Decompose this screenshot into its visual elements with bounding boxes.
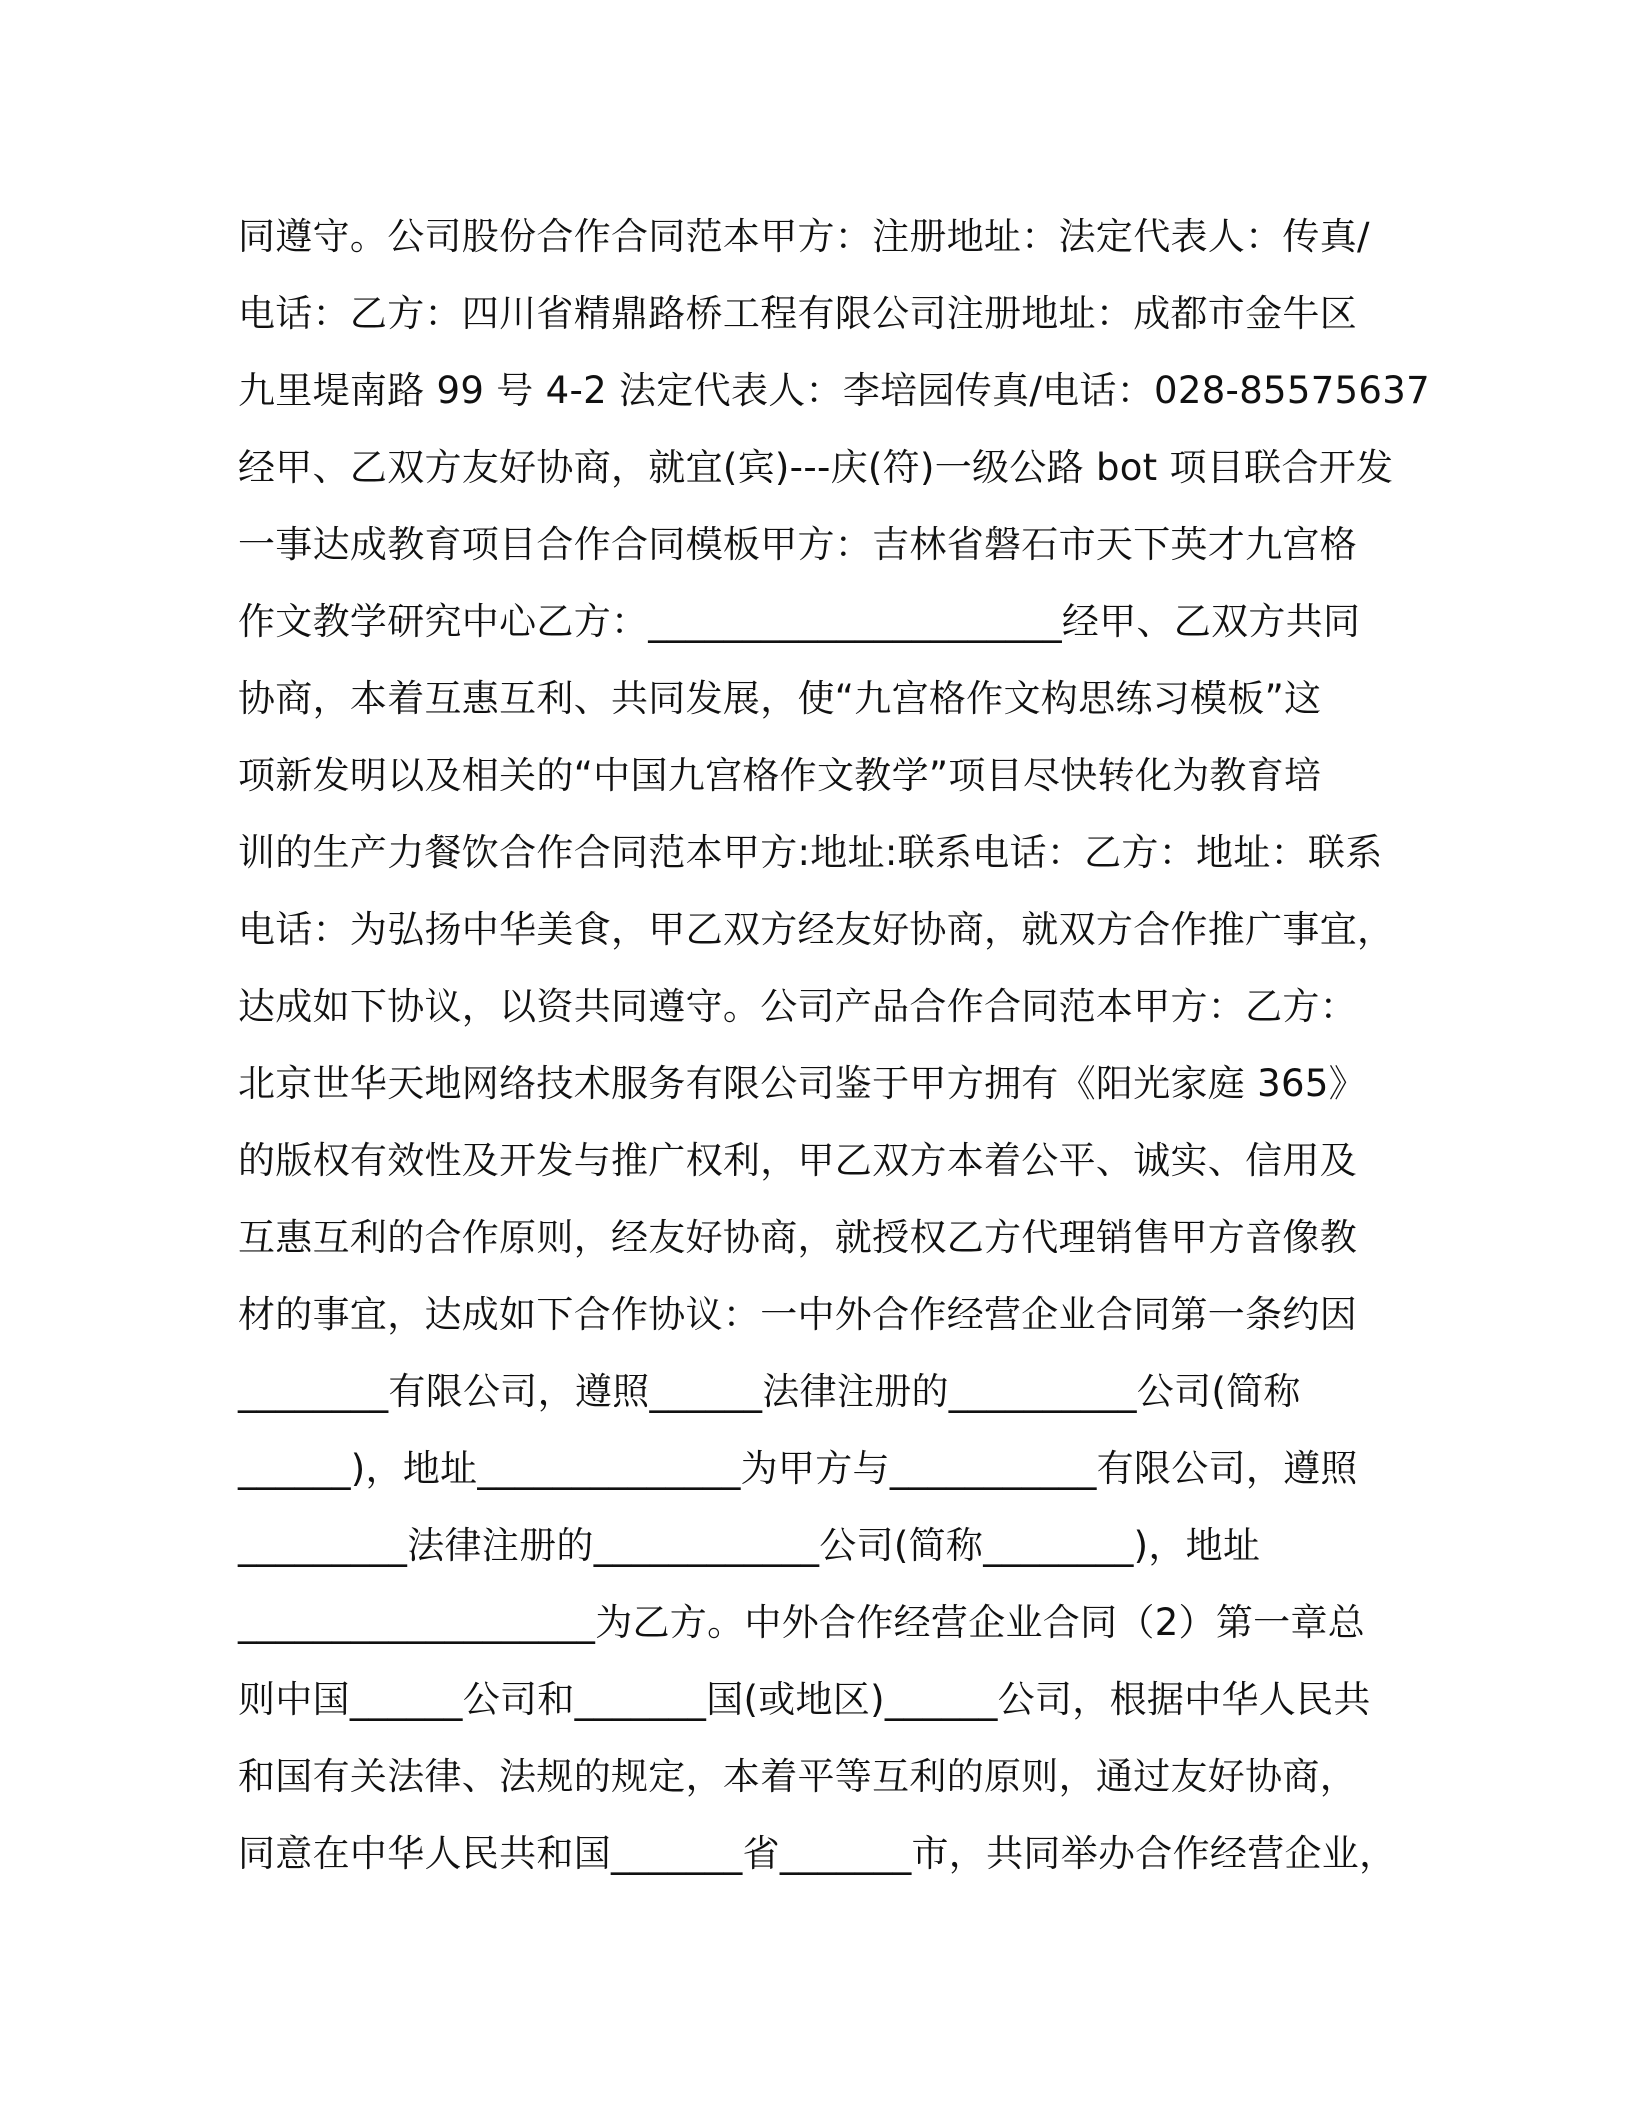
text-line: 则中国______公司和_______国(或地区)______公司，根据中华人民共 <box>238 1678 1371 1721</box>
text-line: 训的生产力餐饮合作合同范本甲方:地址:联系电话：乙方：地址：联系 <box>238 831 1383 874</box>
text-line: ______)，地址______________为甲方与___________有限公司，遵照 <box>238 1447 1358 1490</box>
body-text <box>238 198 1430 1892</box>
text-line: 一事达成教育项目合作合同模板甲方：吉林省磐石市天下英才九宫格 <box>238 523 1357 566</box>
text-line: 协商，本着互惠互利、共同发展，使“九宫格作文构思练习模板”这 <box>238 677 1322 720</box>
text-line: ________有限公司，遵照______法律注册的__________公司(简称 <box>238 1370 1301 1413</box>
text-line: 项新发明以及相关的“中国九宫格作文教学”项目尽快转化为教育培 <box>238 754 1322 797</box>
text-line: 同遵守。公司股份合作合同范本甲方：注册地址：法定代表人：传真/ <box>238 215 1370 258</box>
text-line: 和国有关法律、法规的规定，本着平等互利的原则，通过友好协商， <box>238 1755 1357 1798</box>
text-line: 电话：乙方：四川省精鼎路桥工程有限公司注册地址：成都市金牛区 <box>238 292 1357 335</box>
text-line: _________法律注册的____________公司(简称________)，地址 <box>238 1524 1261 1567</box>
text-line: 电话：为弘扬中华美食，甲乙双方经友好协商，就双方合作推广事宜， <box>238 908 1395 951</box>
text-line: 经甲、乙双方友好协商，就宜(宾)---庆(符)一级公路 bot 项目联合开发 <box>238 446 1394 489</box>
text-line: ___________________为乙方。中外合作经营企业合同（2）第一章总 <box>238 1601 1366 1644</box>
text-line: 北京世华天地网络技术服务有限公司鉴于甲方拥有《阳光家庭 365》 <box>238 1062 1366 1105</box>
text-line: 九里堤南路 99 号 4-2 法定代表人：李培园传真/电话：028-85575637 <box>238 369 1430 412</box>
text-line: 作文教学研究中心乙方：______________________经甲、乙双方共同 <box>238 600 1361 643</box>
text-line: 的版权有效性及开发与推广权利，甲乙双方本着公平、诚实、信用及 <box>238 1139 1357 1182</box>
text-line: 同意在中华人民共和国_______省_______市，共同举办合作经营企业， <box>238 1832 1397 1875</box>
text-line: 互惠互利的合作原则，经友好协商，就授权乙方代理销售甲方音像教 <box>238 1216 1357 1259</box>
text-line: 材的事宜，达成如下合作协议：一中外合作经营企业合同第一条约因 <box>238 1293 1357 1336</box>
text-line: 达成如下协议，以资共同遵守。公司产品合作合同范本甲方：乙方： <box>238 985 1357 1028</box>
